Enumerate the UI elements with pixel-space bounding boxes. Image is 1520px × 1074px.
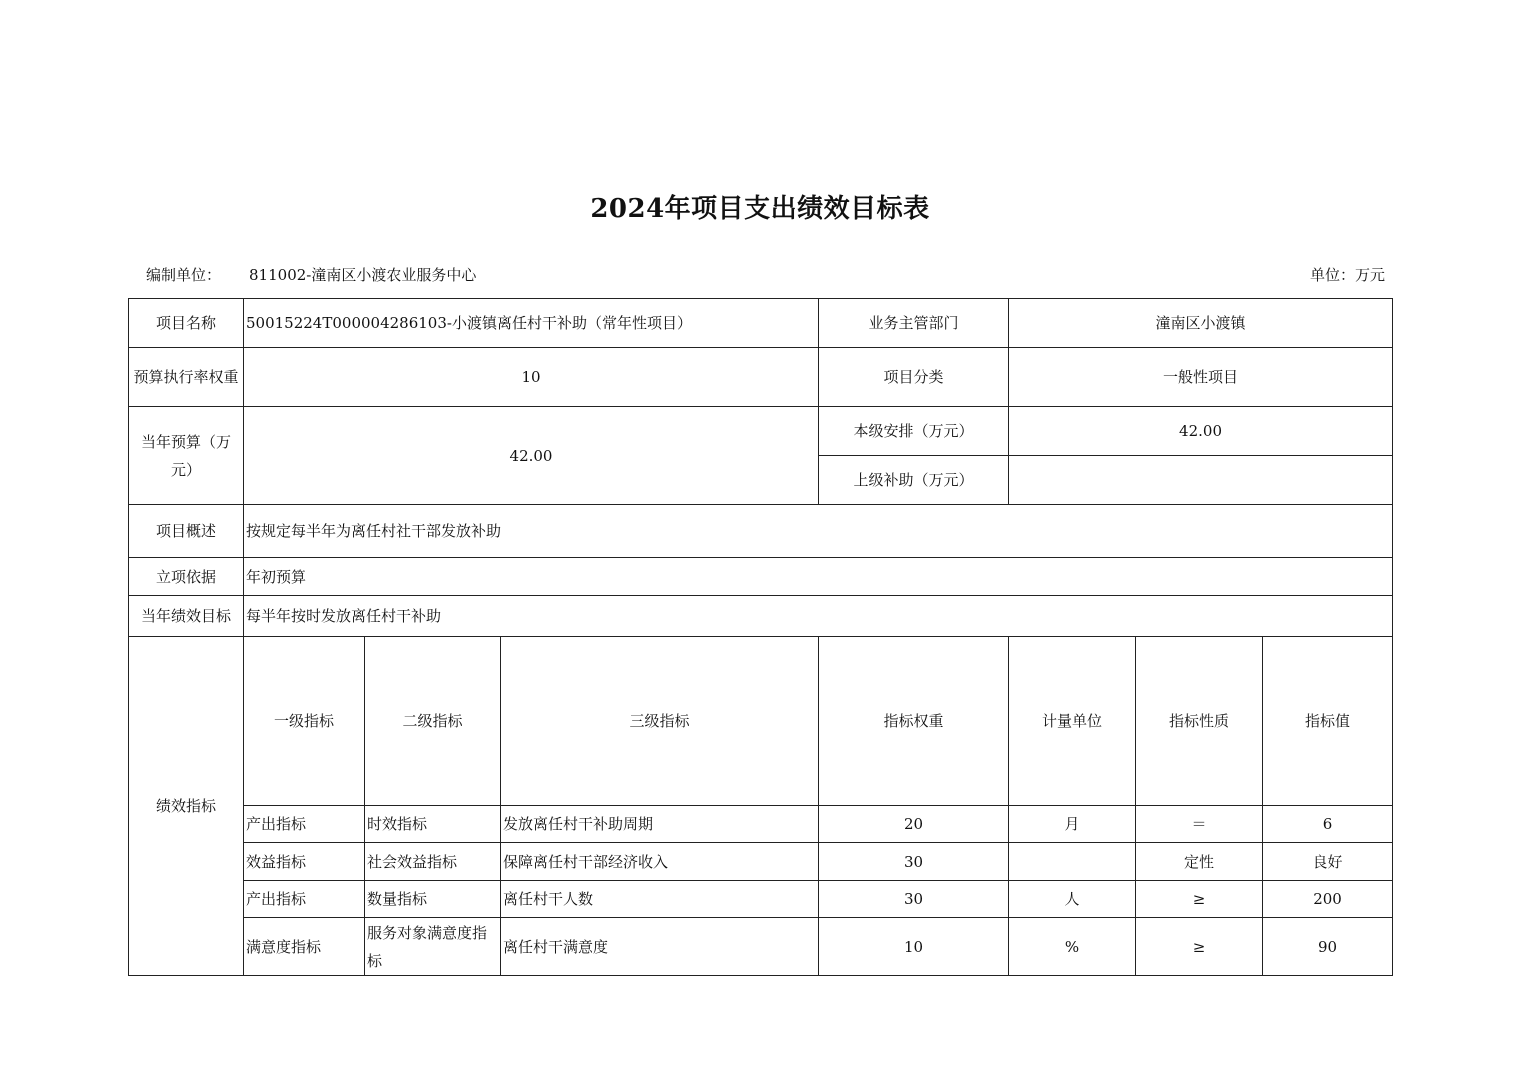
- project-name-label: 项目名称: [129, 299, 244, 348]
- local-label: 本级安排（万元）: [819, 407, 1009, 456]
- page-title: 2024年项目支出绩效目标表: [590, 194, 930, 224]
- project-name-value: 50015224T000004286103-小渡镇离任村干补助（常年性项目）: [244, 299, 819, 348]
- dept-label: 业务主管部门: [819, 299, 1009, 348]
- weight-cell: 30: [819, 843, 1009, 881]
- category-value: 一般性项目: [1009, 348, 1393, 407]
- weight-cell: 10: [819, 918, 1009, 976]
- goal-value: 每半年按时发放离任村干补助: [244, 596, 1393, 637]
- overview-value: 按规定每半年为离任村社干部发放补助: [244, 505, 1393, 558]
- annual-budget-value: 42.00: [244, 407, 819, 505]
- level3-cell: 保障离任村干部经济收入: [501, 843, 819, 881]
- indicators-label: 绩效指标: [129, 637, 244, 976]
- value-cell: 90: [1263, 918, 1393, 976]
- row-project-name: [129, 299, 1393, 348]
- nature-cell: ＝: [1136, 806, 1263, 843]
- level3-cell: 离任村干人数: [501, 881, 819, 918]
- performance-table: [128, 298, 1393, 976]
- row-basis: [129, 558, 1393, 596]
- unit-label: 单位：万元: [1310, 266, 1386, 284]
- weight-cell: 20: [819, 806, 1009, 843]
- nature-cell: 定性: [1136, 843, 1263, 881]
- table-row: [129, 806, 1393, 843]
- table-row: [129, 843, 1393, 881]
- unit-cell: [1009, 843, 1136, 881]
- basis-value: 年初预算: [244, 558, 1393, 596]
- overview-label: 项目概述: [129, 505, 244, 558]
- category-label: 项目分类: [819, 348, 1009, 407]
- level1-cell: 效益指标: [244, 843, 365, 881]
- row-budget-rate: [129, 348, 1393, 407]
- row-goal: [129, 596, 1393, 637]
- level1-cell: 产出指标: [244, 806, 365, 843]
- header-level3: 三级指标: [501, 637, 819, 806]
- row-annual-budget: [129, 407, 1393, 456]
- annual-budget-label: 当年预算（万元）: [129, 407, 244, 505]
- value-cell: 6: [1263, 806, 1393, 843]
- unit-cell: 人: [1009, 881, 1136, 918]
- upper-value: [1009, 456, 1393, 505]
- budget-rate-label: 预算执行率权重: [129, 348, 244, 407]
- table-row: [129, 918, 1393, 976]
- header-level2: 二级指标: [365, 637, 501, 806]
- header-value: 指标值: [1263, 637, 1393, 806]
- level2-cell: 时效指标: [365, 806, 501, 843]
- level2-cell: 社会效益指标: [365, 843, 501, 881]
- local-value: 42.00: [1009, 407, 1393, 456]
- indicator-header-row: [129, 637, 1393, 806]
- unit-cell: 月: [1009, 806, 1136, 843]
- header-weight: 指标权重: [819, 637, 1009, 806]
- compiler-line: [146, 264, 476, 285]
- header-level1: 一级指标: [244, 637, 365, 806]
- goal-label: 当年绩效目标: [129, 596, 244, 637]
- header-nature: 指标性质: [1136, 637, 1263, 806]
- dept-value: 潼南区小渡镇: [1009, 299, 1393, 348]
- table-row: [129, 881, 1393, 918]
- level3-cell: 发放离任村干补助周期: [501, 806, 819, 843]
- compiler-label: 编制单位：: [146, 266, 222, 284]
- budget-rate-value: 10: [244, 348, 819, 407]
- level1-cell: 满意度指标: [244, 918, 365, 976]
- upper-label: 上级补助（万元）: [819, 456, 1009, 505]
- basis-label: 立项依据: [129, 558, 244, 596]
- level2-cell: 数量指标: [365, 881, 501, 918]
- header-unit: 计量单位: [1009, 637, 1136, 806]
- unit-cell: %: [1009, 918, 1136, 976]
- level3-cell: 离任村干满意度: [501, 918, 819, 976]
- weight-cell: 30: [819, 881, 1009, 918]
- nature-cell: ≥: [1136, 881, 1263, 918]
- value-cell: 良好: [1263, 843, 1393, 881]
- nature-cell: ≥: [1136, 918, 1263, 976]
- row-overview: [129, 505, 1393, 558]
- value-cell: 200: [1263, 881, 1393, 918]
- compiler-value: 811002-潼南区小渡农业服务中心: [249, 266, 477, 284]
- level1-cell: 产出指标: [244, 881, 365, 918]
- level2-cell: 服务对象满意度指标: [365, 918, 501, 976]
